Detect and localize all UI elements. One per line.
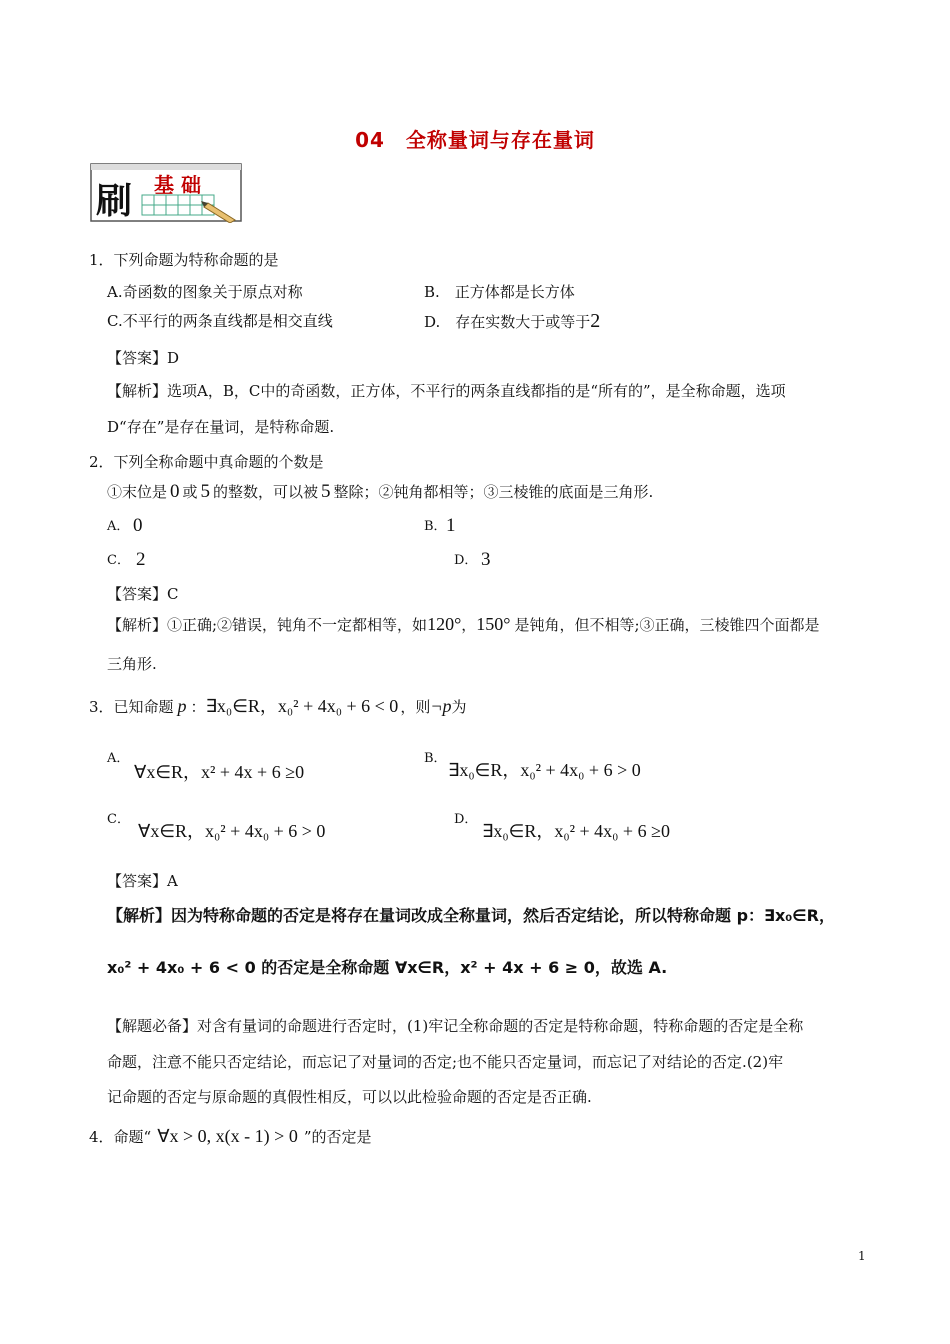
page-title: 04 全称量词与存在量词 — [355, 128, 595, 152]
badge-sub-text: 基 础 — [154, 173, 201, 197]
q3-note-2: 命题，注意不能只否定结论，而忘记了对量词的否定;也不能只否定量词，而忘记了对结论的否定.(2)牢 — [107, 1053, 784, 1071]
q1-analysis-2: D“存在”是存在量词，是特称命题. — [107, 418, 335, 436]
q1-option-d: D. 存在实数大于或等于2 — [424, 310, 601, 332]
q2-statement: ①末位是 0 或 5 的整数，可以被 5 整除；②钝角都相等；③三棱锥的底面是三角形. — [107, 481, 654, 502]
q3-analysis-2: x₀² + 4x₀ + 6 < 0 的否定是全称命题 ∀x∈R，x² + 4x + 6 ≥ 0，故选 A. — [107, 958, 668, 977]
q3-note-1: 【解题必备】对含有量词的命题进行否定时，(1)牢记全称命题的否定是特称命题，特称命题的否定是全称 — [107, 1017, 804, 1035]
q3-option-c-math: ∀x∈R，x₀² + 4x₀ + 6 > 0 — [138, 821, 326, 841]
q3-option-d-label: D． — [454, 812, 478, 827]
q1-answer: 【答案】D — [107, 349, 180, 367]
q2-option-d-value: 3 — [481, 549, 491, 570]
q3-option-a-label: A． — [107, 751, 130, 766]
q3-analysis-1: 【解析】因为特称命题的否定是将存在量词改成全称量词，然后否定结论，所以特称命题 p：∃x₀∈R， — [107, 906, 835, 925]
badge-main-char: 刷 — [96, 180, 133, 222]
section-badge — [90, 163, 245, 223]
page-number: 1 — [858, 1249, 866, 1263]
q2-analysis-1: 【解析】①正确;②错误，钝角不一定都相等，如120°，150° 是钝角，但不相等;③正确，三棱锥四个面都是 — [107, 614, 820, 634]
q3-option-a-math: ∀x∈R，x² + 4x + 6 ≥0 — [134, 762, 305, 782]
q4-stem: 4．命题“ ∀x > 0, x(x - 1) > 0 ”的否定是 — [89, 1126, 372, 1146]
q3-note-3: 记命题的否定与原命题的真假性相反，可以以此检验命题的否定是否正确. — [107, 1088, 592, 1106]
q2-option-c-label: C． — [107, 553, 130, 568]
q3-option-b-label: B． — [424, 751, 447, 766]
q2-option-c-value: 2 — [136, 549, 146, 570]
q3-option-b-math: ∃x₀∈R，x₀² + 4x₀ + 6 > 0 — [448, 760, 641, 780]
q2-option-a-value: 0 — [133, 515, 143, 536]
q1-option-b: B. 正方体都是长方体 — [424, 283, 575, 301]
q3-answer: 【答案】A — [107, 872, 178, 890]
q1-analysis-1: 【解析】选项A，B，C中的奇函数，正方体，不平行的两条直线都指的是“所有的”，是全称命题，选项 — [107, 382, 786, 400]
q2-stem: 2．下列全称命题中真命题的个数是 — [89, 453, 324, 471]
q2-option-b-label: B． — [424, 519, 447, 534]
q2-option-b-value: 1 — [446, 515, 456, 536]
q2-analysis-2: 三角形. — [107, 655, 157, 673]
q2-answer: 【答案】C — [107, 585, 179, 603]
q1-stem: 1．下列命题为特称命题的是 — [89, 251, 279, 269]
q1-option-c: C.不平行的两条直线都是相交直线 — [107, 312, 333, 330]
q2-option-a-label: A． — [107, 519, 130, 534]
q3-stem: 3．已知命题 p ：∃x₀∈R，x₀² + 4x₀ + 6 < 0 ，则¬p为 — [89, 696, 467, 716]
q3-option-c-label: C． — [107, 812, 130, 827]
q3-option-d-math: ∃x₀∈R，x₀² + 4x₀ + 6 ≥0 — [482, 821, 670, 841]
q2-option-d-label: D． — [454, 553, 478, 568]
q1-option-a: A.奇函数的图象关于原点对称 — [107, 283, 303, 301]
